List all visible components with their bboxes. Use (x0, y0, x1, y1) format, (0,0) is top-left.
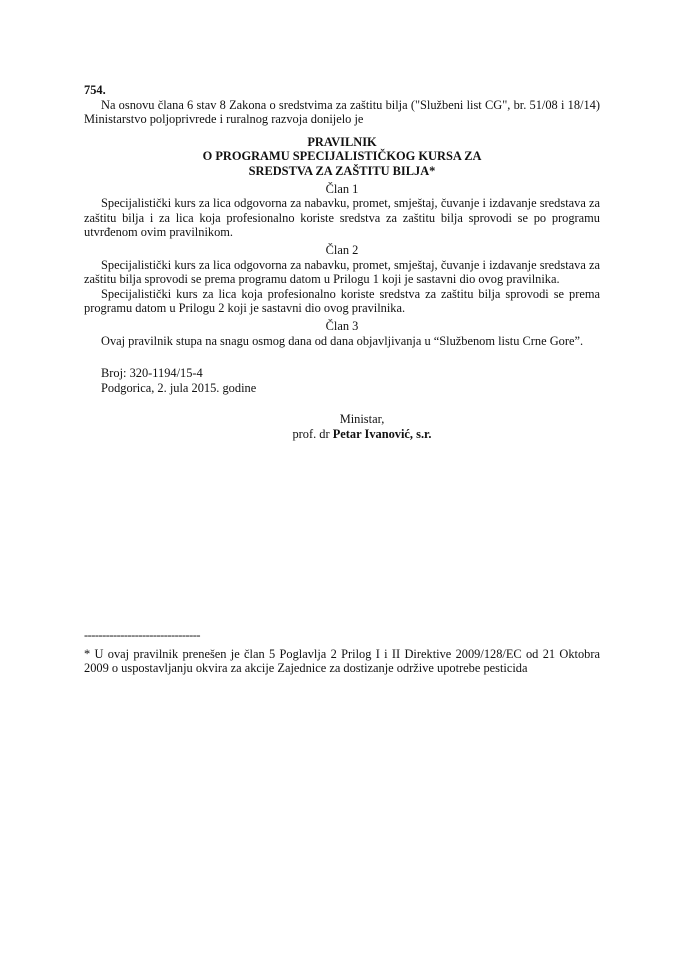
title-line-2: O PROGRAMU SPECIJALISTIČKOG KURSA ZA (202, 149, 482, 164)
document-number: 754. (84, 83, 106, 97)
document-title (84, 135, 600, 179)
signatory (84, 427, 600, 442)
signatory-name: Petar Ivanović, s.r. (332, 426, 432, 441)
article-heading: Član 1 (325, 181, 359, 196)
document-body (84, 83, 600, 441)
article-paragraph: Ovaj pravilnik stupa na snagu osmog dana od dana objavljivanja u “Službenom listu Crne Gore”. (101, 333, 584, 348)
footnote-rule: -------------------------------- (84, 628, 201, 642)
article-3 (84, 319, 600, 348)
place-date: Podgorica, 2. jula 2015. godine (101, 380, 257, 395)
article-paragraph: Specijalistički kurs za lica odgovorna za nabavku, promet, smještaj, čuvanje i izdavanje sredstava za zaštitu bilja i za lica koja profesionalno koriste sredstva za zaštitu bilja sprovodi se po programu utvrđenom ovim pravilnikom. (84, 196, 600, 240)
article-1 (84, 182, 600, 240)
reference-number: Broj: 320-1194/15-4 (101, 366, 203, 381)
article-paragraph: Specijalistički kurs za lica koja profesionalno koriste sredstva za zaštitu bilja sprovodi se prema programu datom u Prilogu 2 koji je sastavni dio ovog pravilnika. (84, 286, 600, 316)
title-line-3: SREDSTVA ZA ZAŠTITU BILJA* (248, 163, 436, 178)
preamble: Na osnovu člana 6 stav 8 Zakona o sredstvima za zaštitu bilja ("Službeni list CG", br. 51/08 i 18/14) Ministarstvo poljoprivrede i ruralnog razvoja donijelo je (84, 97, 600, 127)
footnote-text: * U ovaj pravilnik prenešen je član 5 Poglavlja 2 Prilog I i II Direktive 2009/128/EC od 21 Oktobra 2009 o uspostavljanju okvira za akcije Zajednice za dostizanje održive upotrebe pesticida (84, 646, 600, 676)
title-line-1: PRAVILNIK (307, 134, 377, 149)
article-heading: Član 2 (325, 242, 359, 257)
document-reference-block (84, 366, 600, 395)
article-2 (84, 243, 600, 316)
signatory-prefix: prof. dr (292, 426, 333, 441)
signatory-role: Ministar, (339, 412, 385, 427)
footnote (84, 628, 600, 676)
article-paragraph: Specijalistički kurs za lica odgovorna za nabavku, promet, smještaj, čuvanje i izdavanje sredstava za zaštitu bilja sprovodi se prema programu datom u Prilogu 1 koji je sastavni dio ovog pravilnika. (84, 257, 600, 287)
signature-block (84, 412, 600, 441)
article-heading: Član 3 (325, 318, 359, 333)
